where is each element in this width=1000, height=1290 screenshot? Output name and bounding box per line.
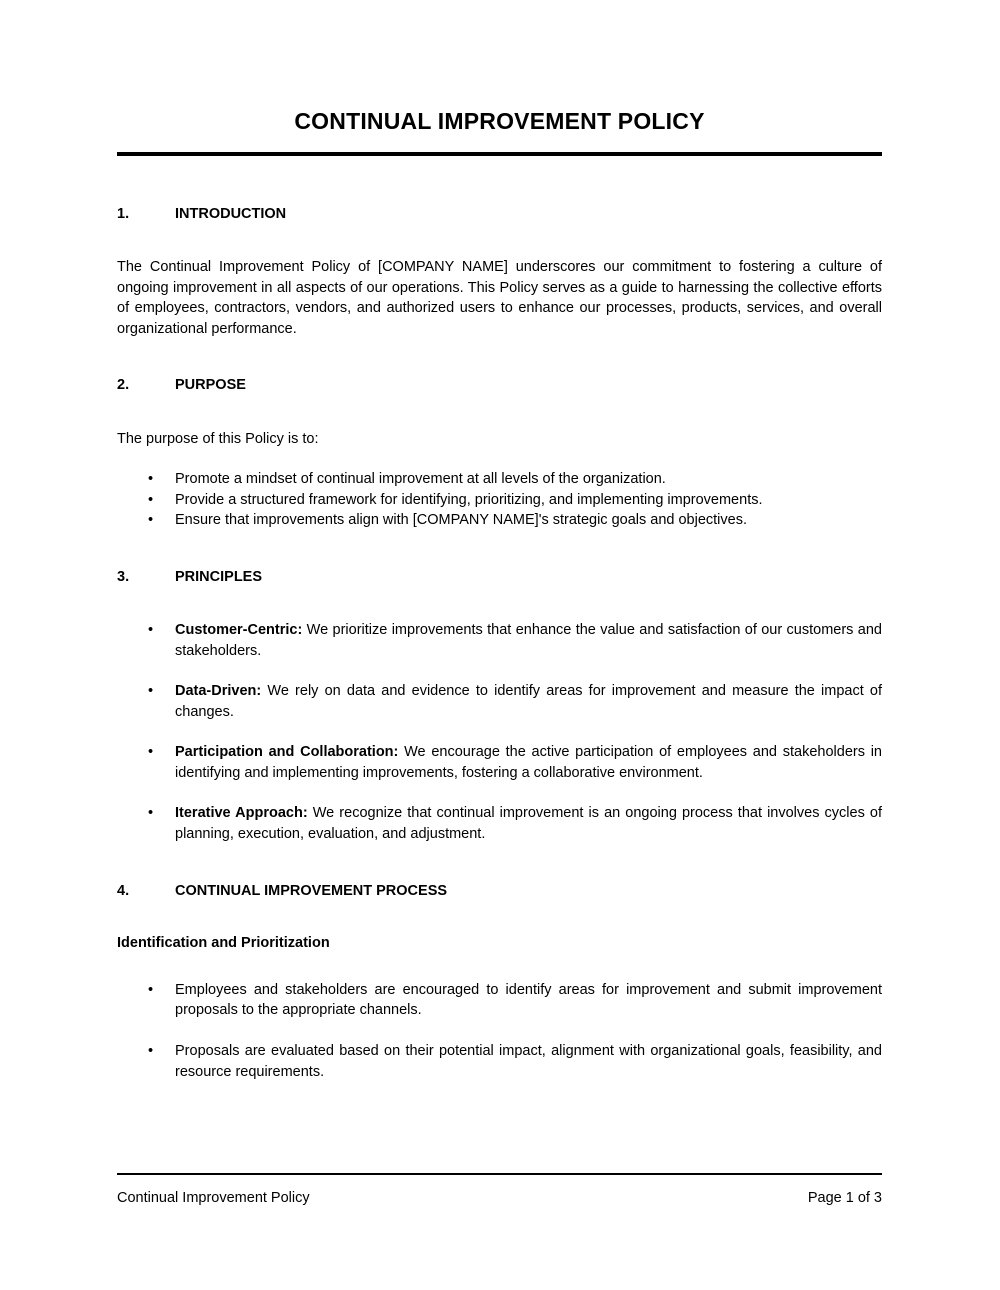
list-item-body: We prioritize improvements that enhance the value and satisfaction of our customers and stakeholders. <box>175 622 882 659</box>
section-title-purpose: PURPOSE <box>175 377 246 394</box>
section-title-principles: PRINCIPLES <box>175 568 263 585</box>
list-item-text <box>175 620 882 661</box>
bullet-icon: • <box>148 744 154 761</box>
list-item <box>117 469 882 490</box>
section-number-introduction: 1. <box>117 206 130 222</box>
page-footer <box>117 1189 882 1208</box>
list-item-body: We recognize that continual improvement is an ongoing process that involves cycles of planning, execution, evaluation, and adjustment. <box>175 805 882 843</box>
list-item-body: We rely on data and evidence to identify areas for improvement and measure the impact of changes. <box>175 683 882 720</box>
section-number-principles: 3. <box>117 568 130 585</box>
list-item <box>117 681 882 722</box>
spacer <box>117 531 882 568</box>
principles-bullet-list <box>117 620 882 845</box>
spacer <box>117 586 882 620</box>
list-item-text <box>175 681 882 722</box>
list-item-term: Participation and Collaboration: <box>175 744 399 761</box>
list-item-text: Provide a structured framework for identifying, prioritizing, and implementing improvements. <box>175 491 763 508</box>
footer-page-number: Page 1 of 3 <box>807 1190 882 1206</box>
list-item-text: Ensure that improvements align with [COMPANY NAME]'s strategic goals and objectives. <box>175 512 747 529</box>
spacer <box>117 223 882 257</box>
bullet-icon: • <box>148 512 154 529</box>
document-body <box>117 205 882 1082</box>
list-item-text <box>175 742 882 783</box>
list-item-text: Proposals are evaluated based on their potential impact, alignment with organizational goals, feasibility, and resource requirements. <box>175 1043 882 1080</box>
section-number-process: 4. <box>117 882 130 899</box>
purpose-lead-in: The purpose of this Policy is to: <box>117 430 319 447</box>
list-item <box>117 1041 882 1082</box>
list-item <box>117 742 882 783</box>
section-heading-principles <box>117 568 882 586</box>
bullet-icon: • <box>148 471 154 488</box>
title-divider <box>117 152 882 156</box>
list-item-term: Customer-Centric: <box>175 622 303 638</box>
spacer <box>117 449 882 469</box>
section-number-purpose: 2. <box>117 377 130 394</box>
section-title-process: CONTINUAL IMPROVEMENT PROCESS <box>175 882 448 899</box>
section-heading-purpose <box>117 376 882 394</box>
page-title: CONTINUAL IMPROVEMENT POLICY <box>294 108 705 134</box>
spacer <box>117 395 882 429</box>
list-item-body: We encourage the active participation of employees and stakeholders in identifying and implementing improvements, fostering a collaborative environment. <box>175 744 882 781</box>
bullet-icon: • <box>148 981 154 998</box>
list-item <box>117 510 882 531</box>
section-title-introduction: INTRODUCTION <box>175 206 287 222</box>
list-item-term: Data-Driven: <box>175 683 262 700</box>
list-item <box>117 490 882 511</box>
bullet-icon: • <box>148 683 154 700</box>
list-item <box>117 620 882 661</box>
list-item-text: Promote a mindset of continual improvement at all levels of the organization. <box>175 471 666 488</box>
list-item-text: Employees and stakeholders are encouraged to identify areas for improvement and submit improvement proposals to the appropriate channels. <box>175 981 882 1019</box>
list-item <box>117 803 882 844</box>
spacer <box>117 845 882 882</box>
spacer <box>117 952 882 980</box>
purpose-bullet-list <box>117 469 882 531</box>
list-item-term: Iterative Approach: <box>175 805 308 822</box>
bullet-icon: • <box>148 805 154 822</box>
bullet-icon: • <box>148 622 154 638</box>
footer-document-name: Continual Improvement Policy <box>117 1190 310 1206</box>
footer-divider <box>117 1173 882 1175</box>
spacer <box>117 900 882 934</box>
spacer <box>117 339 882 376</box>
section-heading-introduction <box>117 205 882 223</box>
introduction-paragraph: The Continual Improvement Policy of [COMPANY NAME] underscores our commitment to fostering a culture of ongoing improvement in all aspects of our operations. This Policy serves as a guide to harnessing the collective efforts of employees, contractors, vendors, and authorized users to enhance our processes, products, services, and overall organizational performance. <box>117 259 882 337</box>
section-heading-process <box>117 882 882 900</box>
list-item-text <box>175 803 882 844</box>
bullet-icon: • <box>148 491 154 508</box>
subsection-heading-identification-and-prioritization: Identification and Prioritization <box>117 934 330 951</box>
process-bullet-list <box>117 980 882 1082</box>
bullet-icon: • <box>148 1043 154 1060</box>
list-item <box>117 980 882 1021</box>
